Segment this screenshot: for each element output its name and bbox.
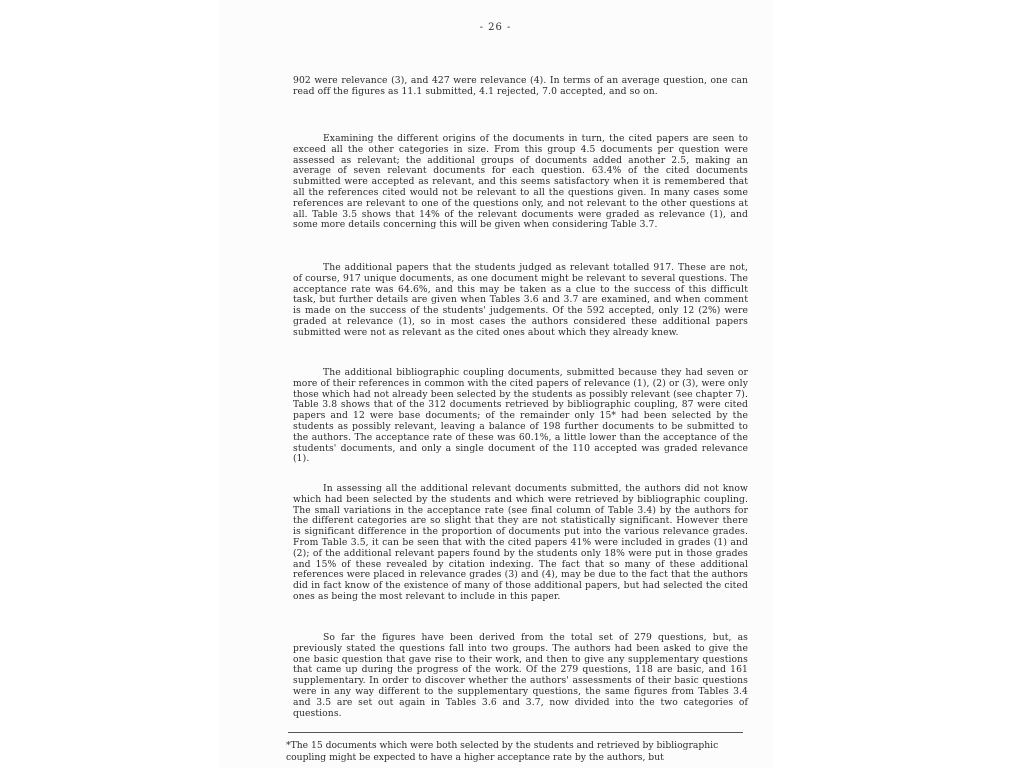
page-number: - 26 - bbox=[479, 22, 512, 33]
paragraph-assessment: In assessing all the additional relevant documents submitted, the authors did not know which had been selected by the students and which were retrieved by bibliographic coupling. The small variations in the acceptance rate (see final column of Table 3.4) by the authors for the different categories are so slight that they are not statistically significant. However there is significant difference in the proportion of documents put into the various relevance grades. From Table 3.5, it can be seen that with the cited papers 41% were included in grades (1) and (2); of the additional relevant papers found by the students only 18% were put in those grades and 15% of these revealed by citation indexing. The fact that so many of these additional references were placed in relevance grades (3) and (4), may be due to the fact that the authors did in fact know of the existence of many of those additional papers, but had selected the cited ones as being the most relevant to include in this paper. bbox=[293, 483, 748, 602]
footnote-divider bbox=[288, 732, 743, 733]
document-page bbox=[218, 0, 773, 768]
paragraph-continuation: 902 were relevance (3), and 427 were relevance (4). In terms of an average question, one can read off the figures as 11.1 submitted, 4.1 rejected, 7.0 accepted, and so on. bbox=[293, 75, 748, 97]
paragraph-cited-papers: Examining the different origins of the documents in turn, the cited papers are seen to exceed all the other categories in size. From this group 4.5 documents per question were assessed as relevant; the additional groups of documents added another 2.5, making an average of seven relevant documents for each question. 63.4% of the cited documents submitted were accepted as relevant, and this seems satisfactory when it is remembered that all the references cited would not be relevant to all the questions given. In many cases some references are relevant to one of the questions only, and not relevant to the other questions at all. Table 3.5 shows that 14% of the relevant documents were graded as relevance (1), and some more details concerning this will be given when considering Table 3.7. bbox=[293, 133, 748, 231]
paragraph-additional-papers: The additional papers that the students judged as relevant totalled 917. These are not, of course, 917 unique documents, as one document might be relevant to several questions. The acceptance rate was 64.6%, and this may be taken as a clue to the success of this difficult task, but further details are given when Tables 3.6 and 3.7 are examined, and when comment is made on the success of the students' judgements. Of the 592 accepted, only 12 (2%) were graded at relevance (1), so in most cases the authors considered these additional papers submitted were not as relevant as the cited ones about which they already knew. bbox=[293, 262, 748, 338]
paragraph-question-groups: So far the figures have been derived from the total set of 279 questions, but, as previously stated the questions fall into two groups. The authors had been asked to give the one basic question that gave rise to their work, and then to give any supplementary questions that came up during the progress of the work. Of the 279 questions, 118 are basic, and 161 supplementary. In order to discover whether the authors' assessments of their basic questions were in any way different to the supplementary questions, the same figures from Tables 3.4 and 3.5 are set out again in Tables 3.6 and 3.7, now divided into the two categories of questions. bbox=[293, 632, 748, 719]
footnote: *The 15 documents which were both selected by the students and retrieved by bibliographic coupling might be expected to have a higher acceptance rate by the authors, but bbox=[286, 740, 719, 763]
paragraph-bibliographic-coupling: The additional bibliographic coupling documents, submitted because they had seven or more of their references in common with the cited papers of relevance (1), (2) or (3), were only those which had not already been selected by the students as possibly relevant (see chapter 7). Table 3.8 shows that of the 312 documents retrieved by bibliographic coupling, 87 were cited papers and 12 were base documents; of the remainder only 15* had been selected by the students as possibly relevant, leaving a balance of 198 further documents to be submitted to the authors. The acceptance rate of these was 60.1%, a little lower than the acceptance of the students' documents, and only a single document of the 110 accepted was graded relevance (1). bbox=[293, 367, 748, 465]
